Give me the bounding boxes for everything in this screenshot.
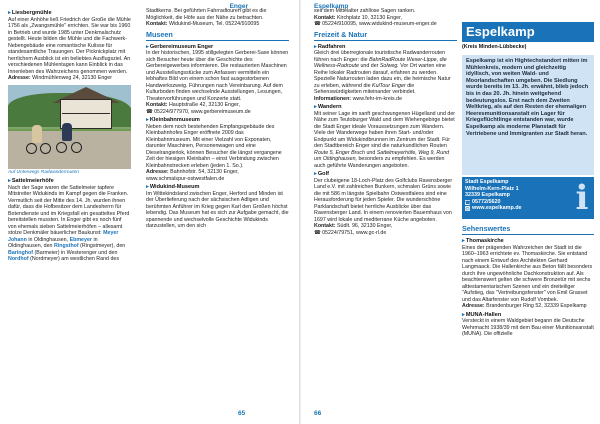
right-column-2-lower: [462, 222, 594, 338]
entry-text: Nach der Sage waren die Sattelmeier tapfere Mitstreiter Widukinds im Kampf gegen die Franken. Vermutlich seit der Mitte des 14. Jh. wurden ihnen dafür, dass die Hofbesitzer dem Landesherrn für Botendienste und im Kriegsfall ein gesatteltes Pferd bereitstellen mussten. In Enger gibt es noch fünf von ehemals sieben Sattelmeierhöfen – allesamt stolze Denkmäler bäuerlicher Baukunst: Meyer Johann in Oldinghausen, Ebmeyer in Oldinghausen, den Ringsthof (Ringstmeyer), den Baringhof (Barmeier) in Westerenger und den Nordhof (Nordmeyer) am westlichen Rand des: [8, 184, 130, 262]
left-column-1: [8, 8, 131, 263]
phone-icon: ☎: [314, 21, 321, 27]
web-link[interactable]: www.widukind-museum-enger.de: [358, 21, 437, 27]
running-header: Enger: [229, 3, 248, 10]
entry-text: Versteckt in einem Waldgebiet begann die Deutsche Wehrmacht 1938/39 mit dem Bau einer Munitionsanstalt (MUNA). Die offizielle: [462, 318, 594, 337]
entry-title: ▸Golf: [314, 171, 329, 177]
square-bullet-icon: ▸: [314, 43, 317, 50]
city-subtitle: (Kreis Minden-Lübbecke): [462, 44, 527, 50]
entry-text: Im Wittekindsland zwischen Enger, Herford und Minden ist der Überlieferung nach der sächsischen Adligen und berühmten Anführer im Krieg gegen Karl den Großen höchst lebendig. Das Museum hat es sich zur Aufgabe gemacht, die spannende und wechselvolle Geschichte Widukinds darzustellen, um den sich: [146, 190, 289, 229]
entry-text: Stadtkerns. Bei geführten Fahrradtouren gibt es die Möglichkeit, die Höfe aus der Nähe zu betrachten. Kontakt: Widukind-Museum, Tel. 05224/910095: [146, 8, 267, 27]
page-number: 65: [238, 409, 246, 417]
section-heading: Sehenswertes: [462, 225, 594, 235]
web-link[interactable]: www.gc-rl.de: [355, 229, 387, 236]
contact-line: Stadt Espelkamp: [465, 179, 509, 185]
square-bullet-icon: ▸: [8, 10, 11, 16]
square-bullet-icon: ▸: [146, 184, 149, 190]
phone-icon: ☎: [465, 199, 471, 205]
contact-line: 32339 Espelkamp: [465, 192, 510, 199]
photo-caption: Auf Unterwegs Radwanderrouten: [8, 169, 79, 175]
square-bullet-icon: ▸: [146, 43, 149, 50]
entry-text: In der historischen, 1995 stillgelegten Gerberei-Saxe können sich Besucher heute über die Geschichte des Gerbereigewerbes informieren. Die restaurierten Maschinen und Ausstellungsstücke zum Anfassen vermitteln ein lebhaftes Bild von einem schon fast ausgestorbenen Handwerkszweig. Führungen nach Vereinbarung. Auf dem Kulturboden finden wechselnde Ausstellungen, Lesungen, Theatervorführungen und Konzerte statt. Kontakt: Hauptstraße 42, 32130 Enger, ☎ 05224/977970, www.gerbereimuseum.de: [146, 50, 289, 115]
square-bullet-icon: ▸: [462, 311, 465, 318]
square-bullet-icon: ▸: [314, 104, 317, 110]
entry-title: ▸Radfahren: [314, 43, 346, 50]
phone-icon: ☎: [146, 108, 153, 115]
entry-title: ▸Widukind-Museum: [146, 184, 200, 190]
entry-text: Der clubeigene 18-Loch-Platz des Golfclubs Ravensberger Land e.V. mit zahlreichen Bunkern, schmalen Grüns sowie die mit 586 m längste Spielbahn Ostwestfalens sind eine Herausforderung für jeden Spieler. Die wunderschöne Parklandschaft bietet herrliche Ausblicke über das Ravensberger Land. In einem renovierten Bauernhaus von 1697 wird lokale und mediterrane Küche angeboten. Kontakt: Südlt. 96, 32130 Enger, ☎ 05224/79751, www.gc-rl.de: [314, 177, 453, 236]
square-bullet-icon: ▸: [314, 171, 317, 177]
contact-line: Wilhelm-Kern-Platz 1: [465, 185, 519, 192]
entry-title: ▸Gerbereimuseum Enger: [146, 43, 214, 50]
web-icon: @: [465, 206, 470, 212]
entry-text: Auf einer Anhöhe ließ Friedrich der Große die Mühle 1756 als „Zwangsmühle" errichten. Sie war bis 1960 in Betrieb und wurde 1985 unter Denkmalschutz gestellt. Heute bilden die Mühle und die Fachwerk-Nebengebäude eine romantische Kulisse für standesamtliche Trauungen. Der Picknickplatz mit herrlichem Ausblick ist ein beliebtes Ausflugsziel. An verschiedenen Mühlentagen kann Einblick in das Innenleben des Wahrzeichens genommen werden. Adresse: Windmühlenweg 24, 32130 Enger: [8, 16, 131, 81]
info-i-icon: i: [575, 178, 589, 218]
entry-text: Neben dem noch bestehenden Empfangsgebäude des Kleinbahnhofes Enger eröffnete 2009 das Kleinbahnmuseum. Mit einer Vielzahl von Exponaten, darunter Maschinen, Personenwagen und eine Dieselrangierlok, können Besucher die längst vergangene Zeit der hiesigen Kleinbahn – einst Verbindung zwischen Kleinbahnstrecken erleben (jeden 1. So.). Adresse: Bahnhofstr. 54, 32130 Enger, www.schmalspur-ostwestfalen.de: [146, 123, 282, 182]
section-heading: Museen: [146, 31, 289, 41]
phone-icon: ☎: [314, 229, 321, 236]
entry-text: Gleich drei überregionale touristische Radwanderrouten führen nach Enger: die BahnRadRoute Weser-Lippe, die Wellness-Radroute und der Solweg. Vor Ort warten eine Reihe lokaler Radrouten darauf, erfahren zu werden. Spezielle Naturrouten laden dazu ein, die heimische Natur zu erleben, während die KulTour Enger die Sehenswürdigkeiten miteinander verbindet. Informationen: www.fehr-im-kreis.de: [314, 50, 451, 102]
square-bullet-icon: ▸: [8, 178, 11, 184]
entry-title: ▸MUNA-Hallen: [462, 311, 502, 318]
right-column-1: [314, 8, 457, 236]
running-header: Espelkamp: [314, 3, 349, 10]
web-link[interactable]: www.gerbereimuseum.de: [190, 108, 251, 115]
page-number: 66: [314, 409, 322, 417]
right-page: [300, 0, 600, 424]
left-column-2: [146, 8, 289, 230]
intro-box: [462, 55, 594, 175]
contact-box: [462, 177, 594, 219]
cyclists-photo: [8, 85, 131, 169]
entry-text: Mit seiner Lage im sanft geschwungenen Hügelland und der Nähe zum Teutoburger Wald und dem Wiehengebirge bietet die Stadt Enger ideale Voraussetzungen zum Wandern. Viele der Wanderwege haben ihren Start- und/oder Endpunkt am Widukindbrunnen im Zentrum der Stadt. Für den Stadtbereich Enger sind die naturkundlichen Routen Route 5, Enger Bruch und Sattelmeyerhöfe, Weg 9, Rund um Oldinghausen, besonders zu empfehlen. Es werden auch geführte Wanderungen angeboten.: [314, 110, 456, 169]
entry-title: ▸Sattelmeierhöfe: [8, 178, 54, 184]
entry-title: ▸Thomaskirche: [462, 238, 504, 244]
entry-text: seit dem Mittelalter zahllose Sagen ranken. Kontakt: Kirchplatz 10, 32130 Enger, ☎ 05224/910095, www.widukind-museum-enger.de: [314, 8, 437, 27]
entry-title: ▸Liesbergmühle: [8, 10, 52, 16]
web-link[interactable]: www.schmalspur-ostwestfalen.de: [146, 175, 225, 182]
web-link[interactable]: www.fehr-im-kreis.de: [352, 95, 403, 102]
square-bullet-icon: ▸: [146, 117, 149, 123]
city-title: Espelkamp: [462, 22, 594, 42]
entry-title: ▸Kleinbahnmuseum: [146, 117, 200, 123]
entry-title: ▸Wandern: [314, 104, 342, 110]
square-bullet-icon: ▸: [462, 238, 465, 244]
entry-text: Eines der prägenden Wahrzeichen der Stadt ist die 1960–1963 errichtete ev. Thomaskirche. Sie entstand nach einem Entwurf des Architekten Gerhard Langmaack. Die Hallenkirche aus Beton fällt besonders durch ihre ungewöhnliche Dachkonstruktion auf. Als beachtenswert gelten die schwere Bronzetür mit sechs alttestamentarischen Szenen und ein dreiteiliger "Aufstieg, das "Vertreibungsfenster" von Emil Grasset und das Altarfenster von Rudolf Vombek. Adresse: Brandenburger Ring 52, 32339 Espelkamp: [462, 244, 593, 309]
section-heading: Freizeit & Natur: [314, 31, 457, 41]
intro-text: Espelkamp ist ein Hightechstandort mitten im Mühlenkreis, modern und gleichzeitig idyllisch, von weiten Wald- und Moorlandschaften umgeben. Die Siedlung wurde bereits im 13. Jh. erwähnt, blieb jedoch bis in das 20. Jh. hinein weitgehend bedeutungslos. Erst nach dem Zweiten Weltkrieg, als auf den Resten der ehemaligen Heeresmunitionsanstalt ein Lager für Kriegsflüchtlinge entstanden war, wurde Espelkamp als moderne Planstadt für Vertriebene und Immigranten zur Stadt heran.: [466, 58, 589, 137]
contact-web[interactable]: @ www.espelkamp.de: [465, 205, 522, 212]
contact-phone: ☎ 05772/5620: [465, 198, 501, 205]
